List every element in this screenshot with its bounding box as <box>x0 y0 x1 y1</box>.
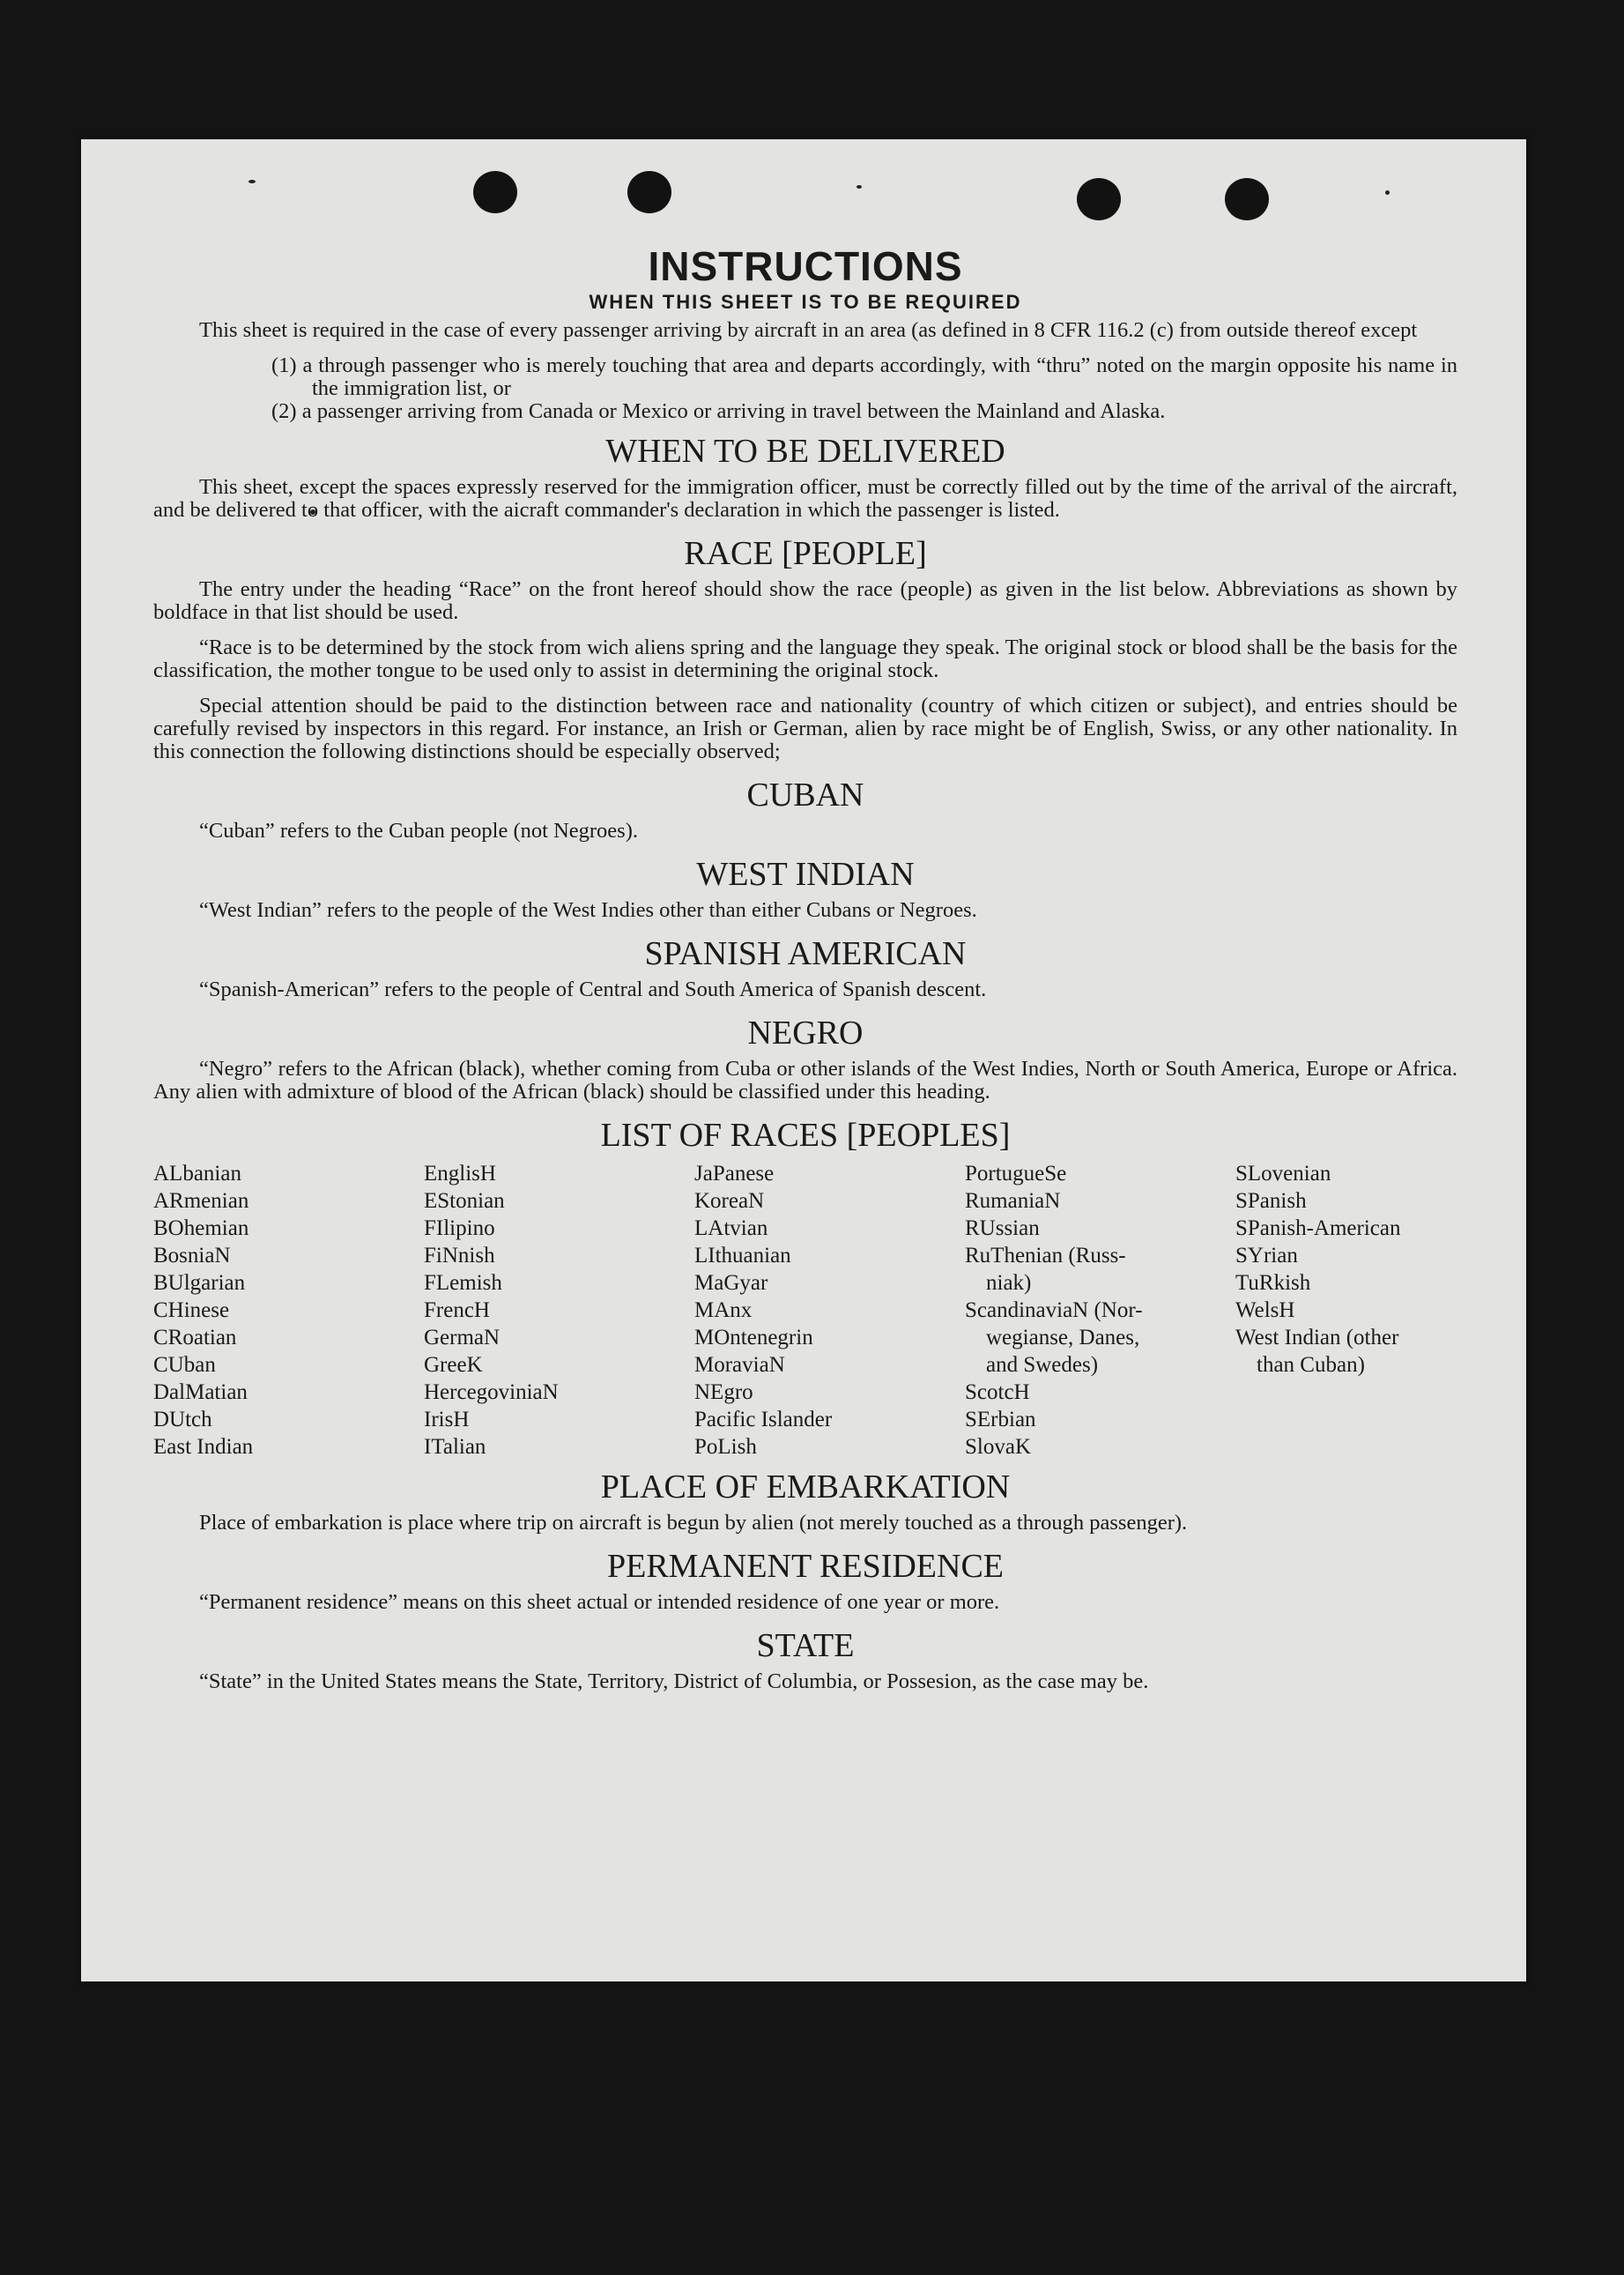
heading-list-of-races: LIST OF RACES [PEOPLES] <box>600 1117 1011 1154</box>
exception-item-2: (2) a passenger arriving from Canada or Mexico or arriving in travel between the Mainland and Alaska. <box>271 399 1166 423</box>
race-entry: GreeK <box>424 1353 483 1377</box>
heading-negro: NEGRO <box>747 1015 864 1052</box>
race-entry: PortugueSe <box>965 1162 1067 1186</box>
race-entry: FrencH <box>424 1298 490 1322</box>
race-entry: SPanish-American <box>1235 1216 1401 1240</box>
race-entry: SPanish <box>1235 1189 1307 1213</box>
race-entry: ARmenian <box>153 1189 249 1213</box>
heading-when-delivered: WHEN TO BE DELIVERED <box>605 433 1005 470</box>
race-entry: DalMatian <box>153 1380 248 1404</box>
race-entry: EnglisH <box>424 1162 496 1186</box>
race-entry: ScotcH <box>965 1380 1030 1404</box>
heading-embarkation: PLACE OF EMBARKATION <box>600 1468 1011 1506</box>
heading-west-indian: WEST INDIAN <box>696 856 915 893</box>
instruction-sheet <box>81 139 1526 1981</box>
race-entry: BUlgarian <box>153 1271 246 1295</box>
instructions-content <box>153 234 1457 1706</box>
heading-permanent-residence: PERMANENT RESIDENCE <box>606 1548 1005 1585</box>
race-entry: SErbian <box>965 1408 1036 1431</box>
race-paragraph-3: Special attention should be paid to the distinction between race and nationality (country of which citizen or subject), and entries should be carefully revised by inspectors in this regard. For instance, an Irish or German, alien by race might be of English, Swiss, or any other nationality. In this connection the following distinctions should be especially observed; <box>153 694 1457 763</box>
speck <box>1385 190 1390 195</box>
races-column-3 <box>694 1160 965 1461</box>
race-entry: MAnx <box>694 1298 753 1322</box>
spanish-american-paragraph: “Spanish-American” refers to the people of Central and South America of Spanish descent. <box>199 978 987 1001</box>
race-entry: MOntenegrin <box>694 1326 813 1349</box>
speck <box>856 185 862 189</box>
race-entry: SLovenian <box>1235 1162 1331 1186</box>
race-entry-continued: than Cuban) <box>1257 1353 1365 1377</box>
race-entry: RumaniaN <box>965 1189 1061 1213</box>
race-paragraph-1: The entry under the heading “Race” on the front hereof should show the race (people) as given in the list below. Abbreviations as shown by boldface in that list should be used. <box>153 577 1457 624</box>
race-entry: PoLish <box>694 1435 757 1459</box>
race-entry: MoraviaN <box>694 1353 785 1377</box>
race-entry: NEgro <box>694 1380 753 1404</box>
race-entry: HercegoviniaN <box>424 1380 559 1404</box>
race-entry: JaPanese <box>694 1162 775 1186</box>
page-subtitle: WHEN THIS SHEET IS TO BE REQUIRED <box>589 291 1022 313</box>
race-entry-continued: niak) <box>986 1271 1032 1295</box>
cuban-paragraph: “Cuban” refers to the Cuban people (not Negroes). <box>199 819 638 843</box>
race-entry: West Indian (other <box>1235 1326 1399 1349</box>
races-column-4 <box>965 1160 1235 1461</box>
race-entry: BosniaN <box>153 1244 231 1268</box>
residence-paragraph: “Permanent residence” means on this sheet actual or intended residence of one year or more. <box>199 1590 1000 1614</box>
negro-paragraph: “Negro” refers to the African (black), whether coming from Cuba or other islands of the West Indies, North or South America, Europe or Africa. Any alien with admixture of blood of the African (black) should be classified under this heading. <box>153 1057 1457 1104</box>
race-entry: FIlipino <box>424 1216 495 1240</box>
race-entry: FiNnish <box>424 1244 495 1268</box>
races-list <box>153 1160 1457 1461</box>
race-entry-continued: wegianse, Danes, <box>986 1326 1140 1349</box>
race-entry: EStonian <box>424 1189 505 1213</box>
race-entry: KoreaN <box>694 1189 765 1213</box>
race-entry: IrisH <box>424 1408 470 1431</box>
race-entry: ITalian <box>424 1435 486 1459</box>
race-entry: FLemish <box>424 1271 502 1295</box>
punch-hole <box>473 171 517 213</box>
speck <box>248 180 256 183</box>
race-entry: SYrian <box>1235 1244 1298 1268</box>
race-entry: CUban <box>153 1353 216 1377</box>
exception-item-1: (1) a through passenger who is merely touching that area and departs accordingly, with “thru” noted on the margin opposite his name in the immigration list, or <box>271 353 1457 400</box>
state-paragraph: “State” in the United States means the State, Territory, District of Columbia, or Possesion, as the case may be. <box>199 1669 1149 1693</box>
embarkation-paragraph: Place of embarkation is place where trip on aircraft is begun by alien (not merely touched as a through passenger). <box>199 1511 1188 1535</box>
race-entry: CHinese <box>153 1298 230 1322</box>
race-entry: LAtvian <box>694 1216 768 1240</box>
race-entry: Pacific Islander <box>694 1408 833 1431</box>
heading-race: RACE [PEOPLE] <box>684 535 927 572</box>
race-entry: RUssian <box>965 1216 1040 1240</box>
race-entry: ScandinaviaN (Nor- <box>965 1298 1143 1322</box>
west-indian-paragraph: “West Indian” refers to the people of the West Indies other than either Cubans or Negroes. <box>199 898 977 922</box>
heading-spanish-american: SPANISH AMERICAN <box>644 935 967 972</box>
delivered-paragraph: This sheet, except the spaces expressly reserved for the immigration officer, must be correctly filled out by the time of the arrival of the aircraft, and be delivered to that officer, with the aicraft commander's declaration in which the passenger is listed. <box>153 475 1457 522</box>
race-entry: BOhemian <box>153 1216 249 1240</box>
race-entry: ALbanian <box>153 1162 241 1186</box>
races-column-5 <box>1235 1160 1457 1461</box>
race-entry: GermaN <box>424 1326 501 1349</box>
race-entry: SlovaK <box>965 1435 1031 1459</box>
punch-hole <box>1225 178 1269 220</box>
races-column-1 <box>153 1160 424 1461</box>
punch-hole <box>1077 178 1121 220</box>
race-paragraph-2: “Race is to be determined by the stock from wich aliens spring and the language they speak. The original stock or blood shall be the basis for the classification, the mother tongue to be used only to assist in determining the original stock. <box>153 636 1457 682</box>
race-entry-continued: and Swedes) <box>986 1353 1099 1377</box>
race-entry: MaGyar <box>694 1271 768 1295</box>
race-entry: CRoatian <box>153 1326 237 1349</box>
race-entry: DUtch <box>153 1408 212 1431</box>
races-column-2 <box>424 1160 694 1461</box>
punch-hole <box>627 171 671 213</box>
heading-cuban: CUBAN <box>746 777 864 814</box>
race-entry: WelsH <box>1235 1298 1295 1322</box>
race-entry: East Indian <box>153 1435 254 1459</box>
heading-state: STATE <box>756 1627 855 1664</box>
race-entry: RuThenian (Russ- <box>965 1244 1126 1268</box>
race-entry: LIthuanian <box>694 1244 791 1268</box>
page-title: INSTRUCTIONS <box>648 243 963 289</box>
intro-paragraph: This sheet is required in the case of every passenger arriving by aircraft in an area (as defined in 8 CFR 116.2 (c) from outside thereof except <box>199 318 1418 342</box>
race-entry: TuRkish <box>1235 1271 1311 1295</box>
